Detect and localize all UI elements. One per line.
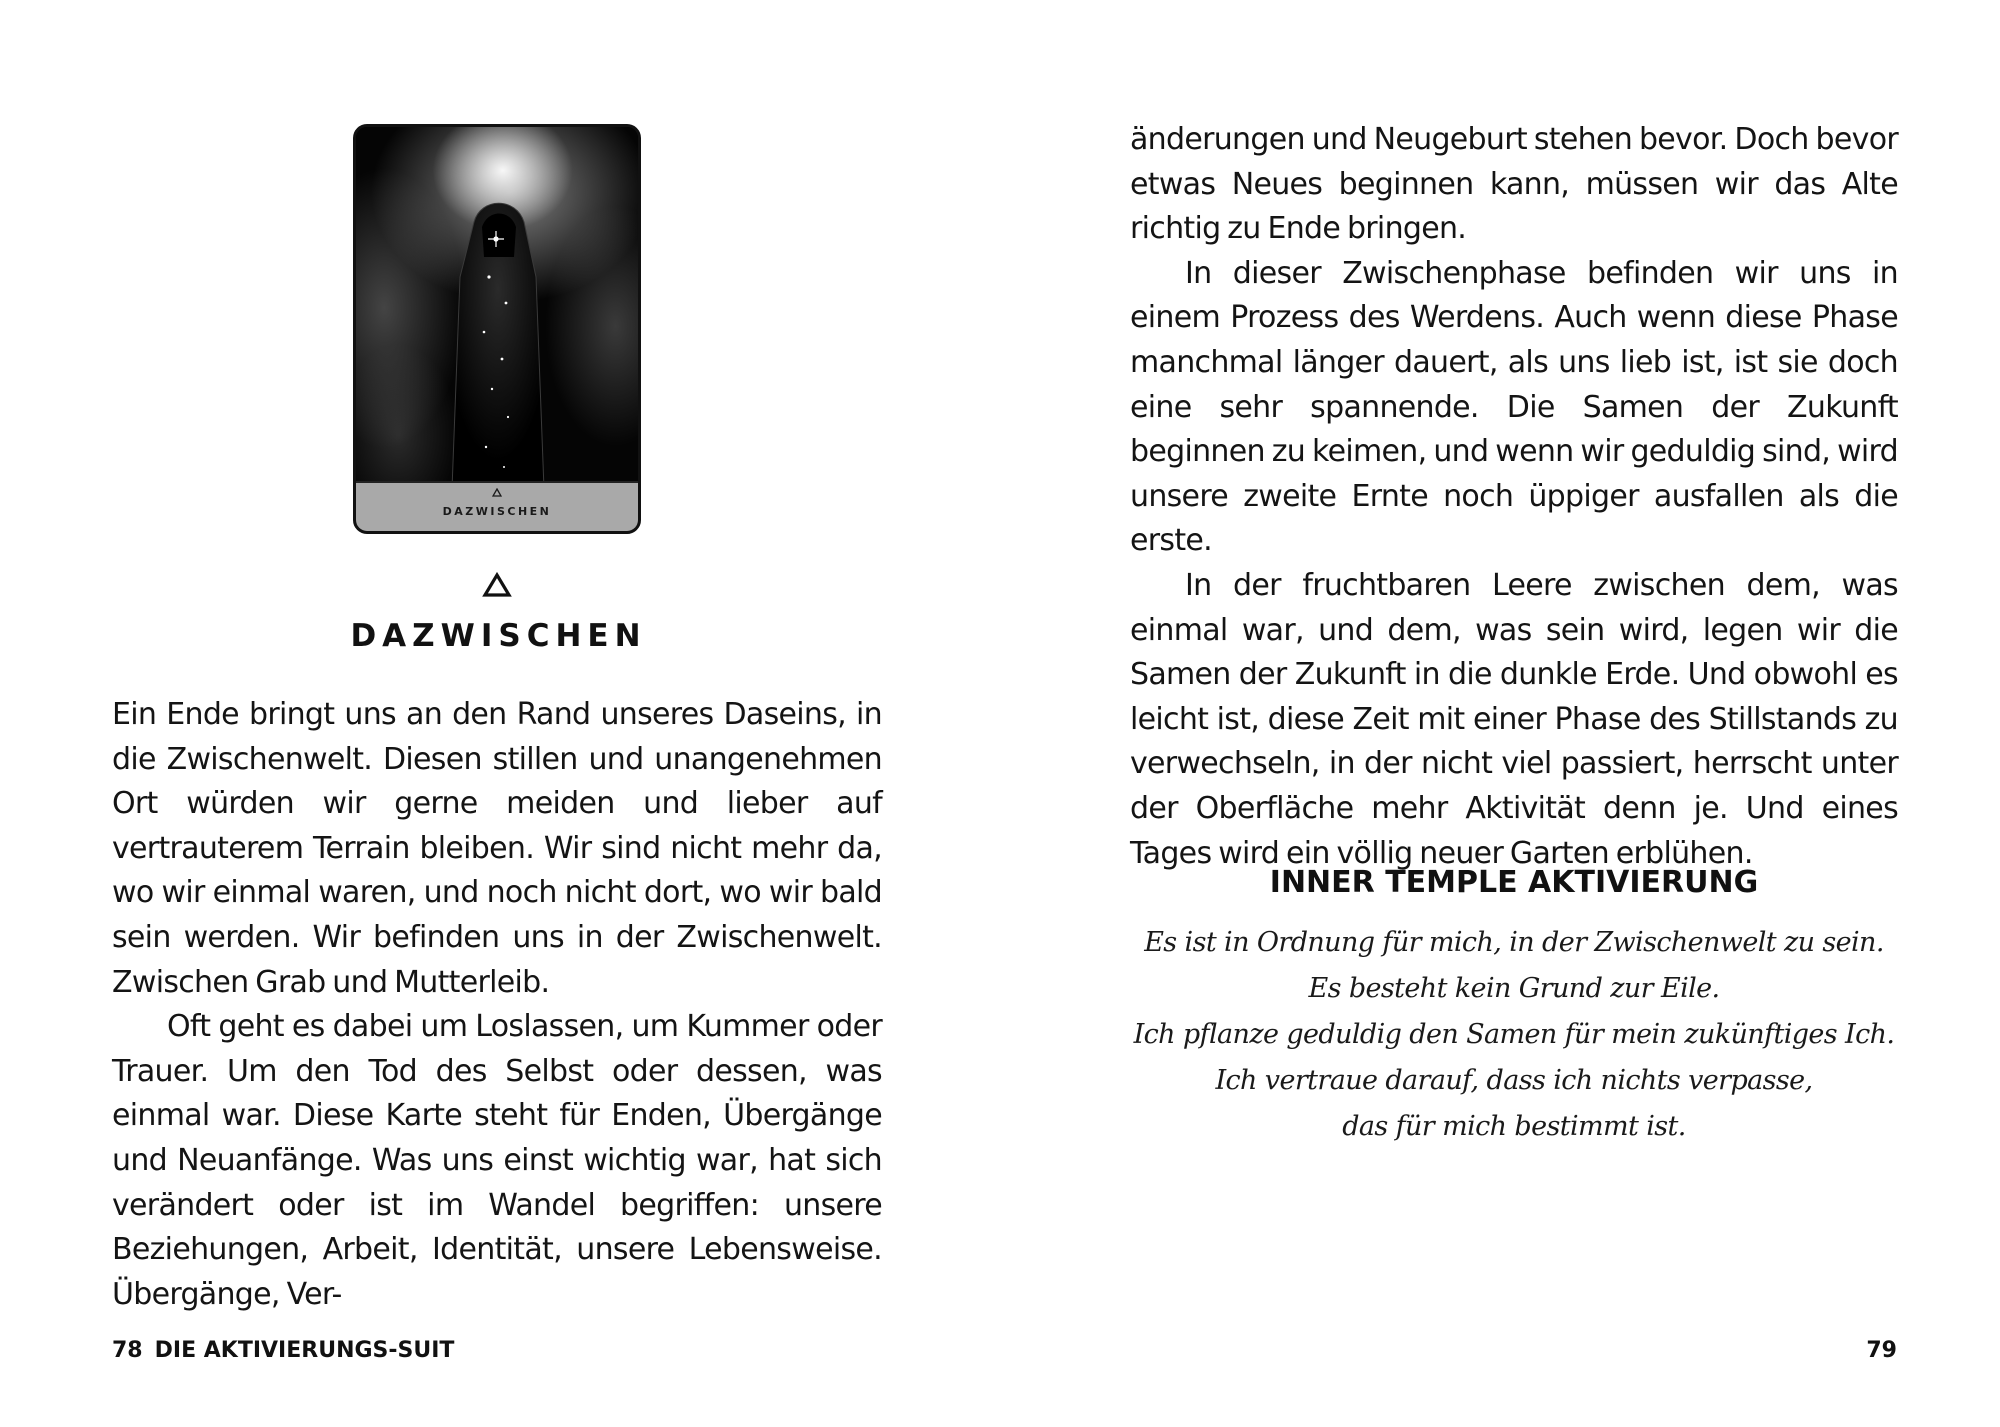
hooded-figure-illustration — [356, 127, 638, 489]
body-paragraph: In der fruchtbaren Leere zwischen dem, was einmal war, und dem, was sein wird, legen wir die Samen der Zukunft in die dunkle Erde. Und obwohl es leicht ist, diese Zeit mit einer Phase des Stillstands zu verwechseln, in der nicht viel passiert, herrscht unter der Oberfläche mehr Aktivität denn je. Und eines Tages wird ein völlig neuer Garten erblühen. — [1130, 567, 1898, 871]
triangle-icon — [482, 572, 512, 598]
body-paragraph: änderungen und Neugeburt stehen bevor. Doch bevor etwas Neues beginnen kann, müssen wir das Alte richtig zu Ende bringen. — [1130, 122, 1898, 247]
affirmation-line: Es besteht kein Grund zur Eile. — [1308, 973, 1720, 1004]
right-body-text — [1130, 118, 1898, 876]
left-page-footer — [112, 1338, 454, 1363]
card-artwork — [356, 127, 638, 489]
affirmation-line: Ich vertraue darauf, dass ich nichts verpasse, — [1215, 1065, 1813, 1096]
activation-heading: INNER TEMPLE AKTIVIERUNG — [1269, 865, 1759, 900]
card-label: DAZWISCHEN — [442, 505, 552, 518]
left-body-text — [112, 693, 882, 1317]
triangle-icon — [492, 488, 502, 497]
page-number: 78 — [112, 1338, 143, 1363]
body-paragraph: Oft geht es dabei um Loslassen, um Kummer oder Trauer. Um den Tod des Selbst oder dessen, was einmal war. Diese Karte steht für Enden, Übergänge und Neuanfänge. Was uns einst wichtig war, hat sich verändert oder ist im Wandel begriffen: unsere Beziehungen, Arbeit, Identität, unsere Lebensweise. Übergänge, Ver- — [112, 1009, 882, 1312]
affirmation — [1130, 920, 1898, 1150]
card-title — [0, 618, 1000, 654]
oracle-card-image — [353, 124, 641, 534]
affirmation-line: Ich pflanze geduldig den Samen für mein zukünftiges Ich. — [1133, 1019, 1895, 1050]
card-title-text: DAZWISCHEN — [350, 618, 647, 654]
running-head: DIE AKTIVIERUNGS-SUIT — [154, 1338, 455, 1363]
affirmation-line: Es ist in Ordnung für mich, in der Zwischenwelt zu sein. — [1144, 927, 1884, 958]
card-label-strip — [356, 481, 638, 531]
body-paragraph: Ein Ende bringt uns an den Rand unseres Daseins, in die Zwischenwelt. Diesen stillen und unangenehmen Ort würden wir gerne meiden und lieber auf vertrauterem Terrain bleiben. Wir sind nicht mehr da, wo wir einmal waren, und noch nicht dort, wo wir bald sein werden. Wir befinden uns in der Zwischenwelt. Zwischen Grab und Mutterleib. — [112, 697, 882, 1000]
body-paragraph: In dieser Zwischenphase befinden wir uns in einem Prozess des Werdens. Auch wenn diese Phase manchmal länger dauert, als uns lieb ist, ist sie doch eine sehr spannende. Die Samen der Zukunft beginnen zu keimen, und wenn wir geduldig sind, wird unsere zweite Ernte noch üppiger ausfallen als die erste. — [1130, 255, 1898, 559]
page-number: 79 — [1866, 1338, 1897, 1363]
affirmation-line: das für mich bestimmt ist. — [1342, 1111, 1686, 1142]
